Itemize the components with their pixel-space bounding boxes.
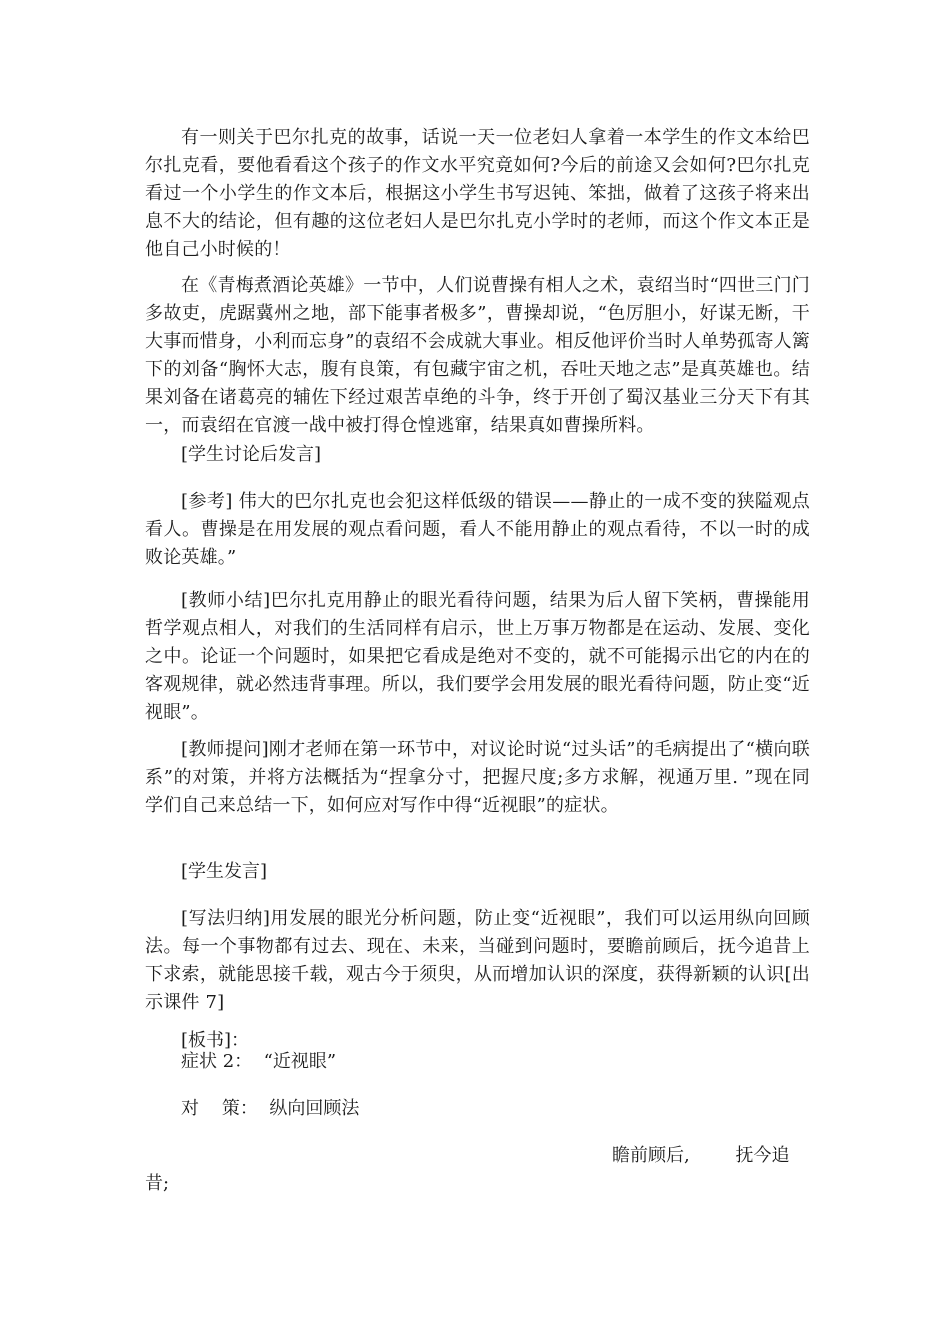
label-board-writing: [板书]： <box>181 1030 250 1051</box>
strategy-line: 对 策： 纵向回顾法 <box>181 1098 360 1119</box>
continuation-line: 昔; <box>145 1173 170 1194</box>
paragraph-cao-cao-story: 在《青梅煮酒论英雄》一节中，人们说曹操有相人之术，袁绍当时“四世三门门多故吏，虎踞冀州之地，部下能事者极多”，曹操却说，“色厉胆小，好谋无断，干大事而惜身，小利而忘身”的袁绍不会成就大事业。相反他评价当时人单势孤寄人篱下的刘备“胸怀大志，腹有良策，有包藏宇宙之机，吞吐天地之志”是真英雄也。结果刘备在诸葛亮的辅佐下经过艰苦卓绝的斗争，终于开创了蜀汉基业三分天下有其一，而袁绍在官渡一战中被打得仓惶逃窜，结果真如曹操所料。 <box>145 275 810 436</box>
label-student-discussion: [学生讨论后发言] <box>181 444 322 465</box>
paragraph-teacher-summary: [教师小结]巴尔扎克用静止的眼光看待问题，结果为后人留下笑柄，曹操能用哲学观点相人，对我们的生活同样有启示，世上万事万物都是在运动、发展、变化之中。论证一个问题时，如果把它看成是绝对不变的，就不可能揭示出它的内在的客观规律，就必然违背事理。所以，我们要学会用发展的眼光看待问题，防止变“近视眼”。 <box>145 590 810 723</box>
right-aligned-line: 瞻前顾后, 抚今追 <box>612 1145 790 1166</box>
paragraph-writing-summary: [写法归纳]用发展的眼光分析问题，防止变“近视眼”，我们可以运用纵向回顾法。每一个事物都有过去、现在、未来，当碰到问题时，要瞻前顾后，抚今追昔上下求索，就能思接千载，观古今于须臾，从而增加认识的深度，获得新颖的认识[出示课件 7] <box>145 908 810 1013</box>
label-student-speech: [学生发言] <box>181 861 268 882</box>
paragraph-reference: [参考] 伟大的巴尔扎克也会犯这样低级的错误——静止的一成不变的狭隘观点看人。曹操是在用发展的观点看问题，看人不能用静止的观点看待，不以一时的成败论英雄。” <box>145 491 810 568</box>
symptom-line: 症状 2： “近视眼” <box>181 1051 337 1072</box>
paragraph-balzac-story: 有一则关于巴尔扎克的故事，话说一天一位老妇人拿着一本学生的作文本给巴尔扎克看，要他看看这个孩子的作文水平究竟如何?今后的前途又会如何?巴尔扎克看过一个小学生的作文本后，根据这小学生书写迟钝、笨拙，做着了这孩子将来出息不大的结论，但有趣的这位老妇人是巴尔扎克小学时的老师，而这个作文本正是他自己小时候的！ <box>145 127 810 260</box>
paragraph-teacher-question: [教师提问]刚才老师在第一环节中，对议论时说“过头话”的毛病提出了“横向联系”的对策，并将方法概括为“捏拿分寸，把握尺度;多方求解，视通万里. ”现在同学们自己来总结一下，如何应对写作中得“近视眼”的症状。 <box>145 739 810 816</box>
